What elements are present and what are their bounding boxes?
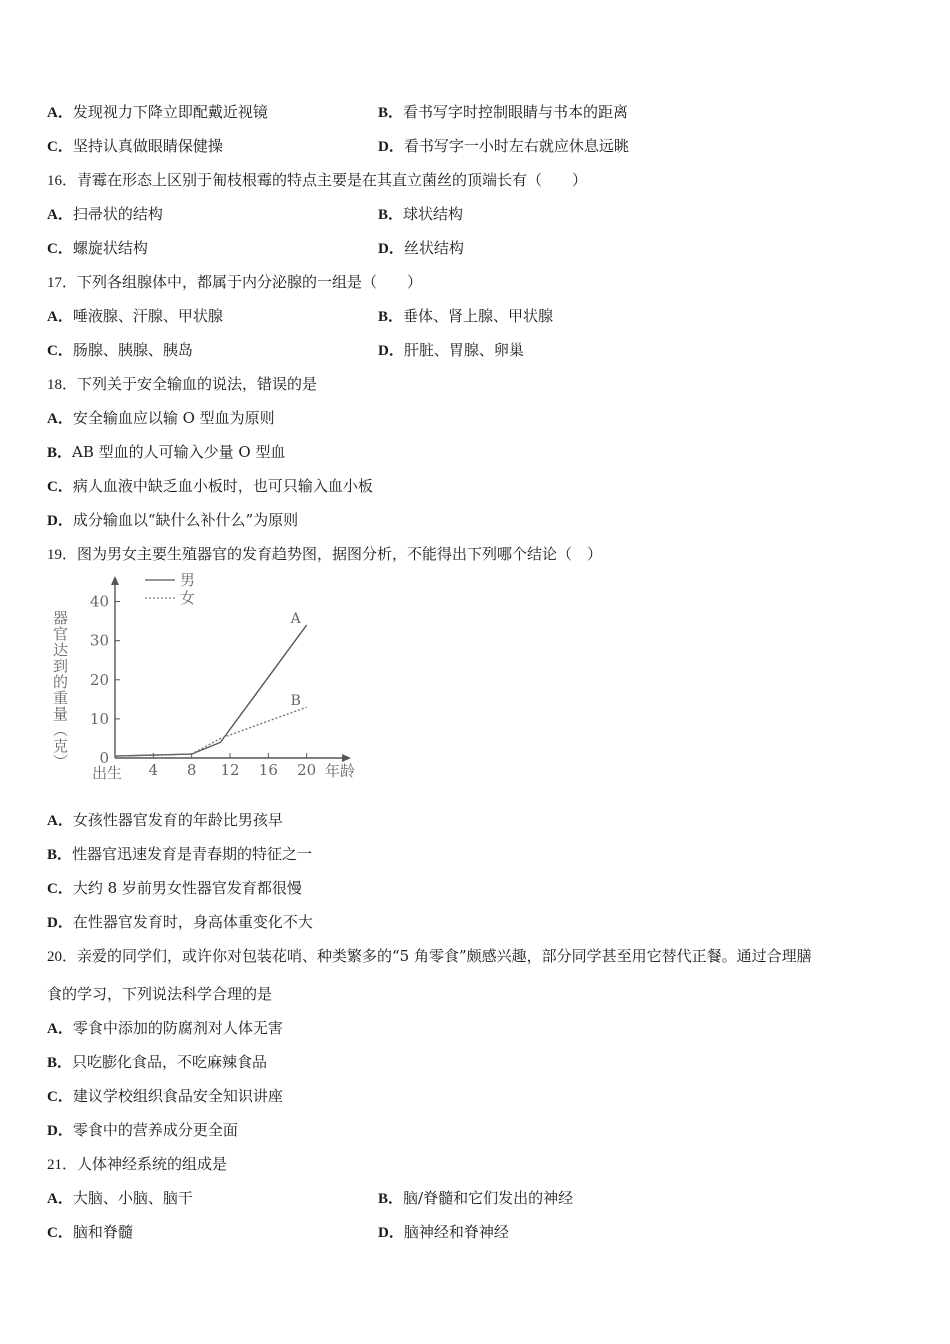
q16-stem: 16．青霉在形态上区别于匍枝根霉的特点主要是在其直立菌丝的顶端长有（ ） bbox=[47, 171, 588, 189]
q17-option-a[interactable]: A．唾液腺、汗腺、甲状腺 bbox=[47, 307, 223, 325]
y-tick-label: 30 bbox=[89, 631, 109, 650]
y-axis-label: 器官达到的重量（克） bbox=[51, 610, 69, 770]
q18-option-a[interactable]: A．安全输血应以输 O 型血为原则 bbox=[47, 409, 275, 427]
q16-option-b[interactable]: B．球状结构 bbox=[378, 205, 464, 223]
q19-option-b[interactable]: B．性器官迅速发育是青春期的特征之一 bbox=[47, 845, 313, 863]
series-line-male bbox=[115, 625, 307, 756]
x-axis-label: 年龄 bbox=[325, 762, 356, 780]
q15-option-d[interactable]: D．看书写字一小时左右就应休息远眺 bbox=[378, 137, 629, 155]
q16-option-a[interactable]: A．扫帚状的结构 bbox=[47, 205, 163, 223]
y-tick-label: 40 bbox=[89, 592, 109, 611]
q21-option-b[interactable]: B．脑/脊髓和它们发出的神经 bbox=[378, 1189, 574, 1207]
q19-option-d[interactable]: D．在性器官发育时，身高体重变化不大 bbox=[47, 913, 313, 931]
legend-male-label: 男 bbox=[180, 571, 196, 589]
q20-stem-line1: 20．亲爱的同学们，或许你对包装花哨、种类繁多的“5 角零食”颇感兴趣，部分同学甚至用它替代正餐。通过合理膳 bbox=[47, 947, 812, 965]
q16-option-d[interactable]: D．丝状结构 bbox=[378, 239, 464, 257]
q19-growth-chart bbox=[50, 570, 380, 785]
q19-option-c[interactable]: C．大约 8 岁前男女性器官发育都很慢 bbox=[47, 879, 302, 897]
x-tick-label: 12 bbox=[220, 761, 240, 779]
x-tick-label: 8 bbox=[186, 761, 197, 779]
q16-option-c[interactable]: C．螺旋状结构 bbox=[47, 239, 148, 257]
q20-option-c[interactable]: C．建议学校组织食品安全知识讲座 bbox=[47, 1087, 283, 1105]
q18-option-c[interactable]: C．病人血液中缺乏血小板时，也可只输入血小板 bbox=[47, 477, 373, 495]
q20-option-a[interactable]: A．零食中添加的防腐剂对人体无害 bbox=[47, 1019, 283, 1037]
q17-stem: 17．下列各组腺体中，都属于内分泌腺的一组是（ ） bbox=[47, 273, 423, 291]
q21-option-a[interactable]: A．大脑、小脑、脑干 bbox=[47, 1189, 193, 1207]
x-tick-label: 16 bbox=[258, 761, 278, 779]
q21-option-c[interactable]: C．脑和脊髓 bbox=[47, 1223, 133, 1241]
q21-option-d[interactable]: D．脑神经和脊神经 bbox=[378, 1223, 509, 1241]
series-end-label-A: A bbox=[290, 611, 301, 628]
q20-option-d[interactable]: D．零食中的营养成分更全面 bbox=[47, 1121, 238, 1139]
q15-option-c[interactable]: C．坚持认真做眼睛保健操 bbox=[47, 137, 223, 155]
series-end-label-B: B bbox=[290, 693, 301, 710]
legend-female-label: 女 bbox=[180, 589, 196, 607]
q21-stem: 21．人体神经系统的组成是 bbox=[47, 1155, 228, 1173]
x-axis-arrow bbox=[342, 754, 351, 762]
q19-stem: 19．图为男女主要生殖器官的发育趋势图，据图分析，不能得出下列哪个结论（ ） bbox=[47, 545, 603, 563]
x-tick-label: 4 bbox=[148, 761, 159, 779]
q18-option-d[interactable]: D．成分输血以“缺什么补什么”为原则 bbox=[47, 511, 299, 529]
y-tick-label: 0 bbox=[99, 749, 109, 767]
y-axis-arrow bbox=[111, 576, 119, 585]
x-tick-label: 20 bbox=[297, 761, 317, 779]
q17-option-b[interactable]: B．垂体、肾上腺、甲状腺 bbox=[378, 307, 554, 325]
q18-stem: 18．下列关于安全输血的说法，错误的是 bbox=[47, 375, 318, 393]
q17-option-c[interactable]: C．肠腺、胰腺、胰岛 bbox=[47, 341, 193, 359]
series-line-female bbox=[115, 707, 307, 756]
y-tick-label: 10 bbox=[89, 709, 109, 728]
q18-option-b[interactable]: B．AB 型血的人可输入少量 O 型血 bbox=[47, 443, 286, 461]
y-tick-label: 20 bbox=[89, 670, 109, 689]
q15-option-b[interactable]: B．看书写字时控制眼睛与书本的距离 bbox=[378, 103, 629, 121]
q17-option-d[interactable]: D．肝脏、胃腺、卵巢 bbox=[378, 341, 524, 359]
q20-stem-line2: 食的学习，下列说法科学合理的是 bbox=[47, 985, 273, 1003]
x-origin-label: 出生 bbox=[92, 764, 123, 782]
q15-option-a[interactable]: A．发现视力下降立即配戴近视镜 bbox=[47, 103, 268, 121]
q20-option-b[interactable]: B．只吃膨化食品，不吃麻辣食品 bbox=[47, 1053, 268, 1071]
q19-option-a[interactable]: A．女孩性器官发育的年龄比男孩早 bbox=[47, 811, 283, 829]
